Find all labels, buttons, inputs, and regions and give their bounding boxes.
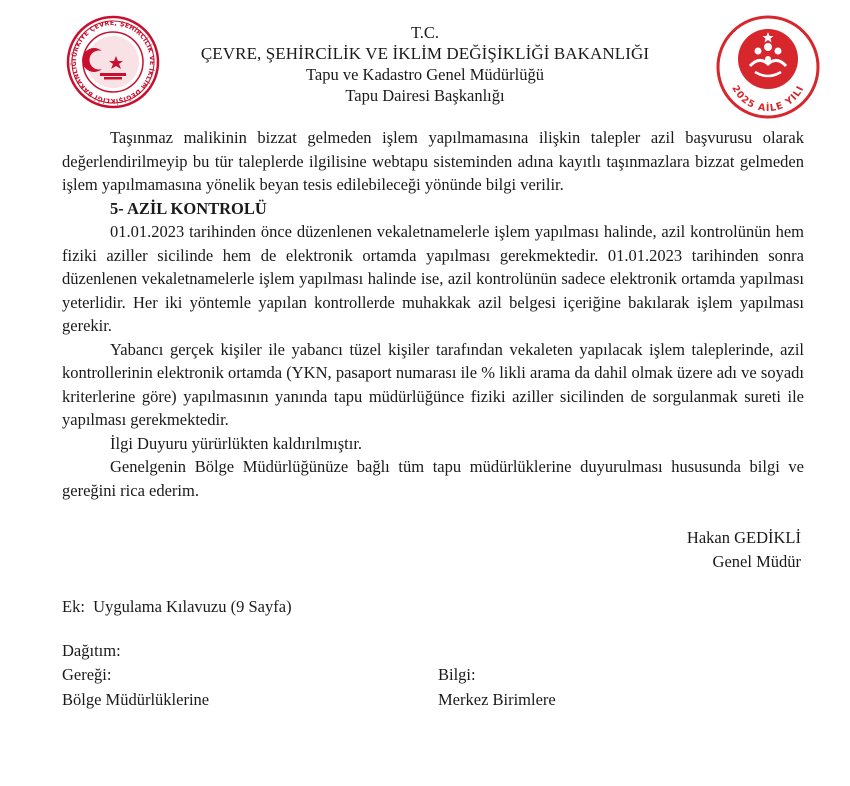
ministry-name: ÇEVRE, ŞEHİRCİLİK VE İKLİM DEĞİŞİKLİĞİ BAKANLIĞI [200, 44, 650, 63]
paragraph-3: Yabancı gerçek kişiler ile yabancı tüzel kişiler tarafından vekaleten yapılacak işlem taleplerinde, azil kontrollerinin elektronik ortamda (YKN, pasaport numarası ile % likli arama da dahil olmak üzere adı ve soyadı kriterlerine göre) yapılmasının yanında tapu müdürlüğünce fiziki aziller sicilinden de sorgulanmak sureti ile yapılması gerekmektedir. [62, 339, 804, 429]
signatory-name: Hakan GEDİKLİ [686, 528, 801, 547]
family-year-logo-icon [715, 14, 821, 120]
seal-ring-text: TÜRKİYE ÇEVRE, ŞEHİRCİLİK VE İKLİM DEĞİŞİKLİĞİ BAKANLIĞ [70, 19, 156, 105]
distribution-info-label: Bilgi: [438, 665, 476, 684]
distribution-action-value: Bölge Müdürlüklerine [62, 690, 210, 709]
family-year-text: 2025 AİLE YILI [729, 83, 807, 115]
paragraph-1: Taşınmaz malikinin bizzat gelmeden işlem yapılmamasına ilişkin talepler azil başvurusu olarak değerlendirilmeyip bu tür taleplerde ilgilisine webtapu sisteminden adına kayıtlı taşınmazlara bizzat gelmeden işlem yapılmamasına yönelik beyan tesis edilebileceği yönünde bilgi verilir. [62, 128, 804, 194]
distribution-title: Dağıtım: [62, 641, 121, 660]
paragraph-2: 01.01.2023 tarihinden önce düzenlenen vekaletnamelerle işlem yapılması halinde, azil kontrolünün hem fiziki aziller sicilinde hem de elektronik ortamda yapılması gerekmektedir. 01.01.2023 tarihinden sonra düzenlenen vekaletnamelerle işlem yapılması halinde ise, azil kontrolünün sadece elektronik ortamda yapılması yeterlidir. Her iki yöntemle yapılan kontrollerde muhakkak azil belgesi içeriğine bakılarak işlem yapılması gerekir. [62, 222, 804, 335]
paragraph-5: Genelgenin Bölge Müdürlüğünüze bağlı tüm tapu müdürlüklerine duyurulması hususunda bilgi ve gereğini rica ederim. [62, 457, 804, 500]
header-tc: T.C. [410, 23, 440, 42]
directorate-name: Tapu ve Kadastro Genel Müdürlüğü [305, 65, 545, 84]
paragraph-4: İlgi Duyuru yürürlükten kaldırılmıştır. [110, 433, 363, 453]
section-heading: 5- AZİL KONTROLÜ [110, 198, 267, 218]
appendix-line: Ek: Uygulama Kılavuzu (9 Sayfa) [62, 597, 292, 616]
signatory-title: Genel Müdür [712, 552, 801, 571]
letter-body [62, 126, 804, 502]
department-name: Tapu Dairesi Başkanlığı [345, 86, 505, 105]
signature-block [687, 526, 801, 574]
distribution-action-label: Gereği: [62, 665, 112, 684]
distribution-info-value: Merkez Birimlere [438, 690, 556, 709]
